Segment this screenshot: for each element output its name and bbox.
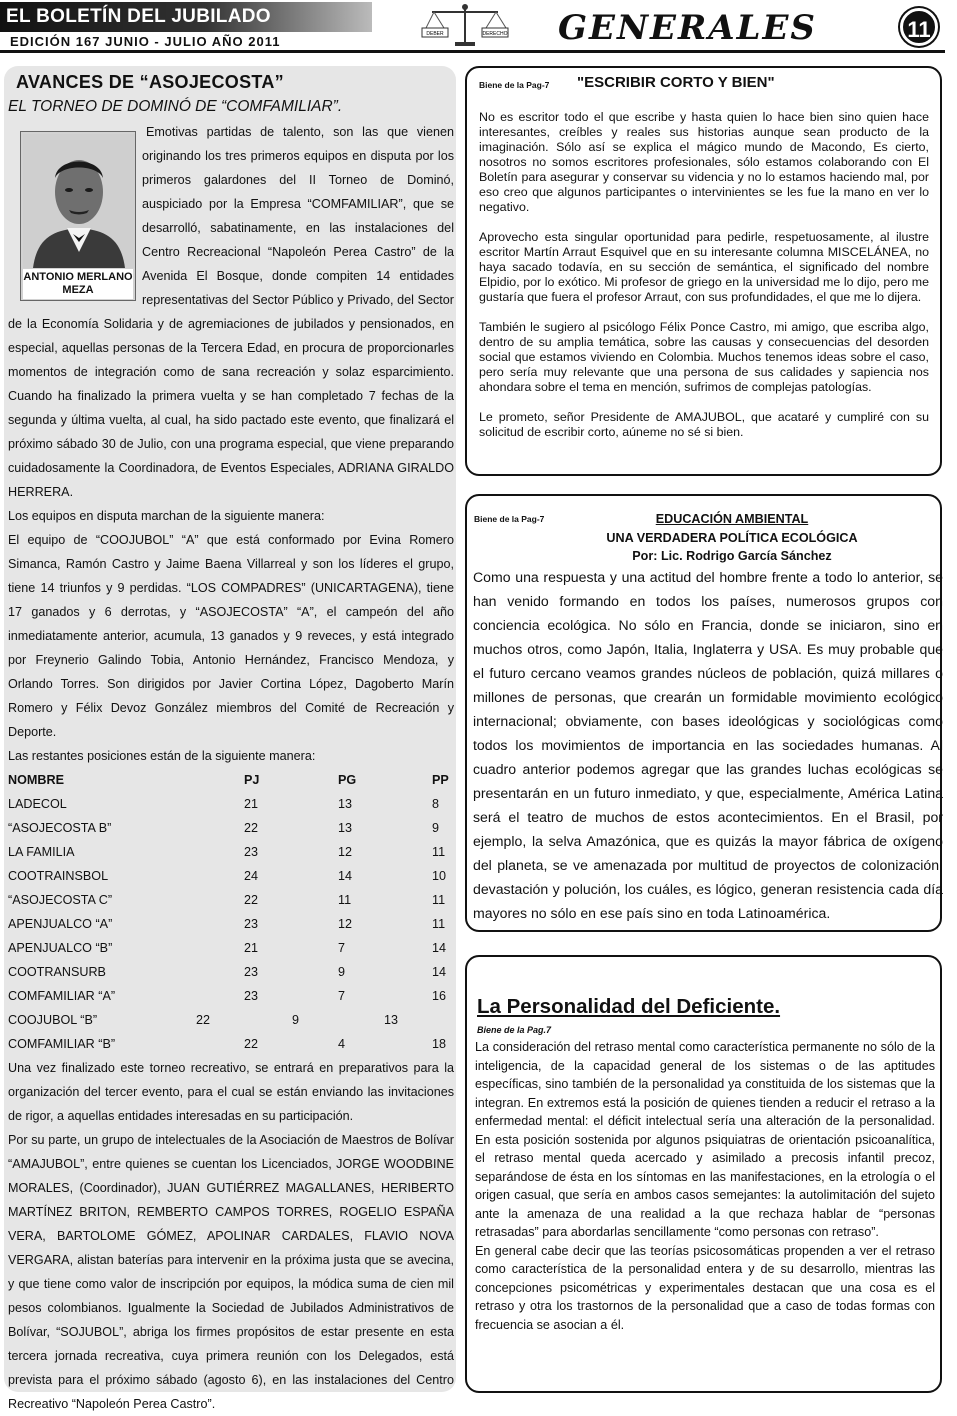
- article-title: La Personalidad del Deficiente.: [477, 995, 781, 1018]
- paragraph: Le prometo, señor Presidente de AMAJUBOL, que acataré y cumpliré con su solicitud de escribir corto, aúneme no sé si bien.: [479, 410, 929, 439]
- paragraph-amajubol: Por su parte, un grupo de intelectuales de la Asociación de Maestros de Bolívar “AMAJUBOL”, entre quienes se cuentan los Licenciados, JORGE WOODBINE MORALES, (Coordinador), JUAN GUTIÉRREZ MAGALLANES, HERIBERTO MARTÍNEZ BRITON, REMBERTO CAMPOS TORRES, ROGELIO ESPAÑA VERA, BARTOLOME GÓMEZ, APOLINAR CARDALES, FLAVIO NOVA VERGARA, alistan baterías para intervenir en la próxima justa que se avecina, y que tiene como valor de inscripción por equipos, la módica suma de cien mil pesos colombianos. Igualmente la Sociedad de Jubilados Administrativos de Bolívar, “SOJUBOL”, abriga los firmes propósitos de estar presente en esta tercera jornada recreativa, cuya primera reunión con los Delegados, está prevista para el próximo sábado (agosto 6), en las instalaciones del Centro Recreativo “Napoleón Perea Castro”.: [8, 1133, 454, 1411]
- article-body: [8, 120, 454, 1416]
- paragraph-standings-intro: Las restantes posiciones están de la siguiente manera:: [8, 749, 316, 763]
- table-row: [8, 840, 454, 864]
- photo-caption: ANTONIO MERLANO MEZA: [23, 269, 133, 299]
- pj-value: 21: [244, 941, 259, 955]
- article-body: [479, 110, 929, 455]
- pg-value-text: 9: [292, 1013, 300, 1027]
- pj-value: [196, 1008, 338, 1032]
- team-name: LADECOL: [8, 797, 67, 811]
- pj-value: 23: [244, 989, 259, 1003]
- article-asojecosta: [4, 66, 456, 1411]
- team-name: APENJUALCO “A”: [8, 917, 113, 931]
- edition-line: EDICIÓN 167 JUNIO - JULIO AÑO 2011: [10, 34, 281, 49]
- header-divider: [0, 50, 945, 53]
- paragraph-leaders: El equipo de “COOJUBOL” “A” que está conformado por Evina Romero Simanca, Ramón Castro y Jaime Baena Villarreal y son los líderes el grupo, tiene 14 triunfos y 9 perdidas. “LOS COMPADRES” (UNICARTAGENA), tiene 17 ganados y 6 derrotas, y “ASOJECOSTA” “A”, el campeón del año inmediatamente anterior, acumula, 13 ganados y 9 reveces, y está integrado por Freynerio Galindo Tobia, Antonio Hernández, Francisco Mendoza, y Orlando Torres. Son dirigidos por Javier Cortina López, Dagoberto Marín Romero y Félix Devoz González miembros del Comité de Recreación y Deporte.: [8, 533, 454, 739]
- scale-of-justice-logo: [420, 2, 510, 48]
- article-heading: [507, 510, 957, 566]
- pj-value: 23: [244, 917, 259, 931]
- article-title: "ESCRIBIR CORTO Y BIEN": [577, 74, 775, 91]
- pp-value: 8: [432, 797, 440, 811]
- pg-value: 7: [338, 941, 346, 955]
- col-header-pp: PP: [432, 773, 449, 787]
- pp-value: 11: [432, 893, 446, 907]
- team-name: LA FAMILIA: [8, 845, 75, 859]
- table-row: [8, 912, 454, 936]
- page-header: [0, 0, 945, 56]
- pj-value: 22: [244, 821, 259, 835]
- col-header-pj: PJ: [244, 773, 260, 787]
- article-personalidad-deficiente: [465, 955, 942, 1393]
- publication-masthead: [0, 0, 375, 52]
- article-title: AVANCES DE “ASOJECOSTA”: [16, 72, 284, 92]
- continued-from-tag: Biene de la Pag-7: [479, 80, 550, 90]
- pg-value: 9: [338, 965, 346, 979]
- pp-value: 14: [432, 965, 447, 979]
- pg-value: 13: [338, 821, 353, 835]
- paragraph: Aprovecho esta singular oportunidad para pedirle, respetuosamente, al ilustre escritor Martín Arraut Esquivel que en su interesante columna MISCELÁNEA, no haya sacado todavía, en su sección de semántica, el significado del nombre Elpidio, por lo exótico. Mi profesor de griego en la universidad me lo dijo, pero me gustaría que fuera el profesor Arraut, con sus profundidades, el que me lo dijera.: [479, 230, 929, 304]
- table-row: [8, 816, 454, 840]
- pg-value: 7: [338, 989, 346, 1003]
- team-name: APENJUALCO “B”: [8, 941, 113, 955]
- table-header-row: [8, 768, 454, 792]
- pg-value: 13: [338, 797, 353, 811]
- table-row: [8, 984, 454, 1008]
- paragraph-teams-intro: Los equipos en disputa marchan de la siguiente manera:: [8, 509, 325, 523]
- scale-right-label: DERECHO: [482, 31, 508, 37]
- pg-value: 11: [338, 893, 352, 907]
- pp-value-text: 13: [384, 1013, 399, 1027]
- article-educacion-ambiental: [465, 494, 942, 932]
- article-author: Por: Lic. Rodrigo García Sánchez: [632, 549, 832, 563]
- scale-left-label: DEBER: [426, 31, 444, 37]
- pg-value: 12: [338, 917, 353, 931]
- article-escribir-corto: [465, 66, 942, 476]
- pg-value: 14: [338, 869, 353, 883]
- table-row: [8, 936, 454, 960]
- paragraph: También le sugiero al psicólogo Félix Ponce Castro, mi amigo, que escriba algo, dentro de su amplia temática, sobre las causas y consecuencias del desorden social que estamos viviendo en Colombia. Muchos tenemos ideas sobre el caso, pero sería muy relevante que una persona de sus calidades y sapiencia nos ahondara sobre el tema en mención, sufrimos de complejas patologías.: [479, 320, 929, 394]
- pj-value: 23: [244, 845, 259, 859]
- pg-value: 4: [338, 1037, 346, 1051]
- pp-value: 11: [432, 845, 446, 859]
- pp-value: 16: [432, 989, 447, 1003]
- team-name: “ASOJECOSTA C”: [8, 893, 113, 907]
- pj-value: 22: [244, 893, 259, 907]
- col-header-name: NOMBRE: [8, 773, 64, 787]
- publication-title: EL BOLETÍN DEL JUBILADO: [0, 2, 372, 32]
- pp-value: 14: [432, 941, 447, 955]
- pp-value: 11: [432, 917, 446, 931]
- table-row: [8, 1032, 454, 1056]
- paragraph: No es escritor todo el que escribe y hasta quien lo hace bien sino quien hace interesantes, creíbles y reales sus historias aunque sean producto de la imaginación. Sólo así se explica el mágico mundo de Macondo, Es cierto, nosotros no somos escritores profesionales, sólo estamos colaborando con El Boletín para asegurar y conservar su videncia y no lo estamos haciendo mal, por eso creo que algunos participantes o intervinientes se les fue la mano en ver lo negativo.: [479, 110, 929, 214]
- pj-value: 21: [244, 797, 259, 811]
- table-row: [8, 960, 454, 984]
- table-row: [8, 864, 454, 888]
- team-name: COOTRANSURB: [8, 965, 106, 979]
- paragraph: La consideración del retraso mental como característica permanente no sólo de la inteligencia, de la capacidad general de los sistemas o de las aptitudes específicas, sino también de la personalidad ya constituida de los sistemas que la integran. En extremos está la posición de quienes tienden a reducir el retraso a la enfermedad mental: el déficit intelectual sería una alteración de la personalidad. En esta posición sostenida por algunos psiquiatras de orientación psicoanalítica, el retraso mental queda acercado y asimilado a precosis infantil precoz, separándose de ésta en los síntomas en las manifestaciones, en la etrología o el origen casual, que sería en ambos casos semejantes: la autolimitación del sujeto ante la amenaza de una realidad a la que rechaza hablar de “personas retrasadas” para abordarlas sencillamente “como personas con retraso”.: [475, 1040, 935, 1239]
- pg-value: 12: [338, 845, 353, 859]
- article-title: EDUCACIÓN AMBIENTAL: [655, 512, 809, 526]
- article-subtitle: UNA VERDADERA POLÍTICA ECOLÓGICA: [606, 530, 858, 545]
- pp-value: 10: [432, 869, 447, 883]
- pp-value: 18: [432, 1037, 447, 1051]
- pj-value: 24: [244, 869, 259, 883]
- continued-from-tag: Biene de la Pag-7: [474, 514, 545, 524]
- team-name: COMFAMILIAR “B”: [8, 1037, 116, 1051]
- article-subtitle: EL TORNEO DE DOMINÓ DE “COMFAMILIAR”.: [8, 98, 343, 115]
- pj-value: 22: [244, 1037, 259, 1051]
- page-number-badge: 11: [900, 8, 938, 46]
- photo-wrap-space: [8, 120, 142, 302]
- table-row: [8, 1008, 454, 1032]
- team-name: “ASOJECOSTA B”: [8, 821, 112, 835]
- table-row: [8, 888, 454, 912]
- standings-table: [8, 768, 454, 1056]
- team-name: COOTRAINSBOL: [8, 869, 109, 883]
- article-body: Como una respuesta y una actitud del hombre frente a todo lo anterior, se han venido formando en todos los países, numerosos grupos con conciencia ecológica. No sólo en Francia, donde se iniciaron, sino en muchos otros, como Japón, Italia, Inglaterra y USA. Es muy probable que el futuro cercano veamos grandes núcleos de población, quizá millares o millones de personas, que crearán un formidable movimiento ecológico internacional; obviamente, con bases ideológicas y sociológicas como todos los movimientos de importancia en las sociedades humanas. Al cuadro anterior podemos agregar que las grandes luchas ecológicas se presentarán en un futuro inmediato, y que, especialmente, América Latina será el teatro de muchos de estos acontecimientos. En el Brasil, por ejemplo, la selva Amazónica, que es quizás la mayor fábrica de oxígeno del planeta, se ve amenazada por multitud de proyectos de colonización, devastación y polución, los cuáles, es lógico, generan resistencia cada día mayores no sólo en ese país sino en toda Latinoamérica.: [473, 569, 943, 921]
- paragraph-intro: Emotivas partidas de talento, son las que vienen originando los tres primeros equipos en disputa por los primeros galardones del II Torneo de Dominó, auspiciado por la Empresa “COMFAMILIAR”, que se desarrolló, sabatinamente, en las instalaciones del Centro Recreacional “Napoleón Perea Castro” de la Avenida El Bosque, donde compiten 14 entidades representativas del Sector Público y Privado, del Sector de la Economía Solidaria y de agremiaciones de jubilados y pensionados, en especial, aquellas personas de la Tercera Edad, en procura de proporcionarles momentos de integración como de sana recreación y solaz esparcimiento. Cuando ha finalizado la primera vuelta y se han completado 7 fechas de la segunda y última vuelta, al cual, ha sido pactado este evento, que finalizará el próximo sábado 30 de Julio, con una programa especial, que viene preparando cuidadosamente la Coordinadora, de Eventos Especiales, ADRIANA GIRALDO HERRERA.: [8, 125, 454, 499]
- pj-value: 23: [244, 965, 259, 979]
- team-name: COOJUBOL “B”: [8, 1013, 98, 1027]
- col-header-pg: PG: [338, 773, 357, 787]
- continued-from-tag: Biene de la Pag.7: [477, 1025, 552, 1035]
- pp-value: [384, 1008, 454, 1032]
- pj-value-text: 22: [196, 1013, 211, 1027]
- section-title: GENERALES: [558, 8, 817, 48]
- pp-value: 9: [432, 821, 440, 835]
- table-row: [8, 792, 454, 816]
- paragraph: En general cabe decir que las teorías psicosomáticas propenden a ver el retraso como característica de la personalidad entera y de su desarrollo, mientras las concepciones psicométricas y experimentales destacan que una cosa es el retraso y otra los trastornos de la personalidad que a caso de todas formas con frecuencia se asocian a él.: [475, 1243, 935, 1332]
- paragraph-next-event: Una vez finalizado este torneo recreativo, se entrará en preparativos para la organización del tercer evento, para el cual se están enviando las invitaciones de rigor, a aquellas entidades interesadas en su participación.: [8, 1061, 454, 1123]
- article-body: [475, 1038, 935, 1334]
- team-name: COMFAMILIAR “A”: [8, 989, 116, 1003]
